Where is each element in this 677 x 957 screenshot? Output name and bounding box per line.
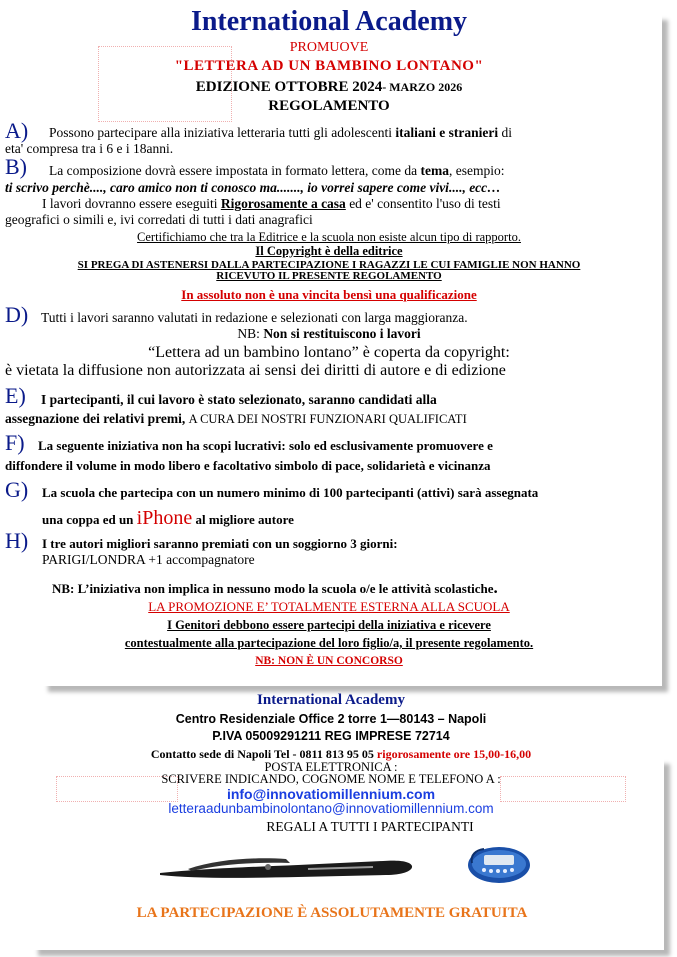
rule-label-g: G): [5, 477, 29, 502]
rule-e-line1: I partecipanti, il cui lavoro è stato selezionato, saranno candidati alla: [41, 392, 437, 407]
rule-a-text: Possono partecipare alla iniziativa letteraria tutti gli adolescenti: [49, 125, 396, 140]
rule-b-line4: geografici o simili e, ivi corredati di tutti i dati anagrafici: [5, 212, 313, 227]
rule-g-text-end: al migliore autore: [192, 512, 294, 527]
rule-d-line1: Tutti i lavori saranno valutati in redazione e selezionati con larga maggioranza.: [41, 310, 468, 325]
free-participation-text: LA PARTECIPAZIONE È ASSOLUTAMENTE GRATUITA: [136, 905, 528, 921]
warning-line1: SI PREGA DI ASTENERSI DALLA PARTECIPAZIONE I RAGAZZI LE CUI FAMIGLIE NON HANNO: [77, 259, 581, 271]
copyright-notice: “Lettera ad un bambino lontano” è coperta da copyright:: [148, 344, 510, 361]
event-title: "LETTERA AD UN BAMBINO LONTANO": [174, 58, 484, 74]
rule-b-line1: [49, 163, 504, 179]
rule-b-text2: I lavori dovranno essere eseguiti: [42, 196, 221, 211]
edition-line: [0, 79, 658, 96]
contact-phone: Contatto sede di Napoli Tel - 0811 813 95 05: [150, 747, 377, 761]
nb-bold: Non si restituiscono i lavori: [263, 326, 421, 341]
page-title: International Academy: [190, 6, 468, 37]
copyright-text: Il Copyright è della editrice: [255, 244, 403, 258]
rule-f-line2: diffondere il volume in modo libero e facoltativo simbolo di pace, solidarietà e vicinanza: [5, 458, 491, 473]
rule-a-text-end: di: [498, 125, 512, 140]
promo-text: PROMUOVE: [289, 40, 369, 55]
rule-g-line2: [42, 506, 294, 532]
gadget-icon: [466, 845, 532, 885]
rule-b-examples: ti scrivo perchè...., caro amico non ti conosco ma......., io vorrei sapere come vivi...., ecc…: [5, 180, 501, 195]
parents-line1: I Genitori debbono essere partecipi della iniziativa e ricevere: [167, 618, 491, 632]
footer-org: International Academy: [257, 692, 405, 708]
rule-e-line2: [5, 411, 467, 427]
email-link-lettera[interactable]: letteraadunbambinolontano@innovatiomillennium.com: [168, 801, 494, 816]
rule-b-text: La composizione dovrà essere impostata in formato lettera, come da: [49, 163, 421, 178]
parents-line2: contestualmente alla partecipazione del loro figlio/a, il presente regolamento.: [124, 636, 534, 650]
rule-b-bold2: Rigorosamente a casa: [220, 196, 346, 211]
nb-school-text: NB: L’iniziativa non implica in nessuno modo la scuola o/e le attività scolastiche: [52, 581, 494, 596]
contact-hours: rigorosamente ore 15,00-16,00: [376, 747, 532, 761]
email-label: POSTA ELETTRONICA :: [264, 760, 398, 774]
nb-school-note: [52, 580, 498, 597]
rule-a-bold: italiani e stranieri: [395, 125, 499, 140]
rule-label-e: E): [5, 383, 26, 408]
rule-label-b: B): [5, 154, 27, 179]
footer-address: Centro Residenziale Office 2 torre 1—80143 – Napoli: [175, 712, 487, 726]
certify-text: Certifichiamo che tra la Editrice e la scuola non esiste alcun tipo di rapporto.: [137, 230, 521, 244]
not-contest-text: NB: NON È UN CONCORSO: [255, 655, 403, 667]
rule-b-line3: [42, 196, 501, 212]
iphone-text: iPhone: [136, 507, 193, 529]
external-promo-text: LA PROMOZIONE E’ TOTALMENTE ESTERNA ALLA SCUOLA: [148, 599, 510, 614]
rule-g-text: una coppa ed un: [42, 512, 137, 527]
rule-e-caps: A CURA DEI NOSTRI FUNZIONARI QUALIFICATI: [188, 412, 467, 426]
rule-label-h: H): [5, 528, 29, 553]
footer-piva: P.IVA 05009291211 REG IMPRESE 72714: [212, 729, 450, 743]
rule-h-line1: I tre autori migliori saranno premiati con un soggiorno 3 giorni:: [42, 536, 398, 551]
edition-start: EDIZIONE OTTOBRE 2024: [195, 79, 383, 95]
rule-e-bold: assegnazione dei relativi premi,: [5, 411, 189, 426]
rule-h-line2: PARIGI/LONDRA +1 accompagnatore: [42, 552, 255, 567]
rule-a-line2: eta' compresa tra i 6 e i 18anni.: [5, 141, 174, 156]
rule-label-a: A): [5, 118, 29, 143]
edition-end: - MARZO 2026: [382, 80, 463, 94]
regolamento-heading: REGOLAMENTO: [268, 98, 390, 114]
qualification-text: In assoluto non è una vincita bensì una qualificazione: [181, 287, 477, 302]
gifts-text: REGALI A TUTTI I PARTECIPANTI: [266, 819, 474, 834]
rule-g-line1: La scuola che partecipa con un numero minimo di 100 partecipanti (attivi) sarà assegnata: [42, 485, 539, 500]
copyright-notice-2: è vietata la diffusione non autorizzata ai sensi dei diritti di autore e di edizione: [5, 362, 506, 379]
warning-line2: RICEVUTO IL PRESENTE REGOLAMENTO: [216, 270, 442, 282]
rule-f-line1: La seguente iniziativa non ha scopi lucrativi: solo ed esclusivamente promuovere e: [38, 438, 493, 453]
rule-label-f: F): [5, 430, 25, 455]
write-instructions: SCRIVERE INDICANDO, COGNOME NOME E TELEFONO A :: [161, 772, 501, 786]
rule-b-text-end: , esempio:: [448, 163, 505, 178]
rule-a-line1: [49, 125, 512, 141]
rule-b-bold: tema: [420, 163, 449, 178]
rule-b-text3: ed e' consentito l'uso di testi: [345, 196, 501, 211]
pen-icon: [158, 853, 416, 885]
rule-label-d: D): [5, 302, 29, 327]
email-link-info[interactable]: info@innovatiomillennium.com: [226, 786, 436, 802]
nb-prefix: NB:: [237, 326, 264, 341]
nb-school-dot: .: [493, 578, 498, 597]
rule-d-nb: [0, 326, 658, 342]
